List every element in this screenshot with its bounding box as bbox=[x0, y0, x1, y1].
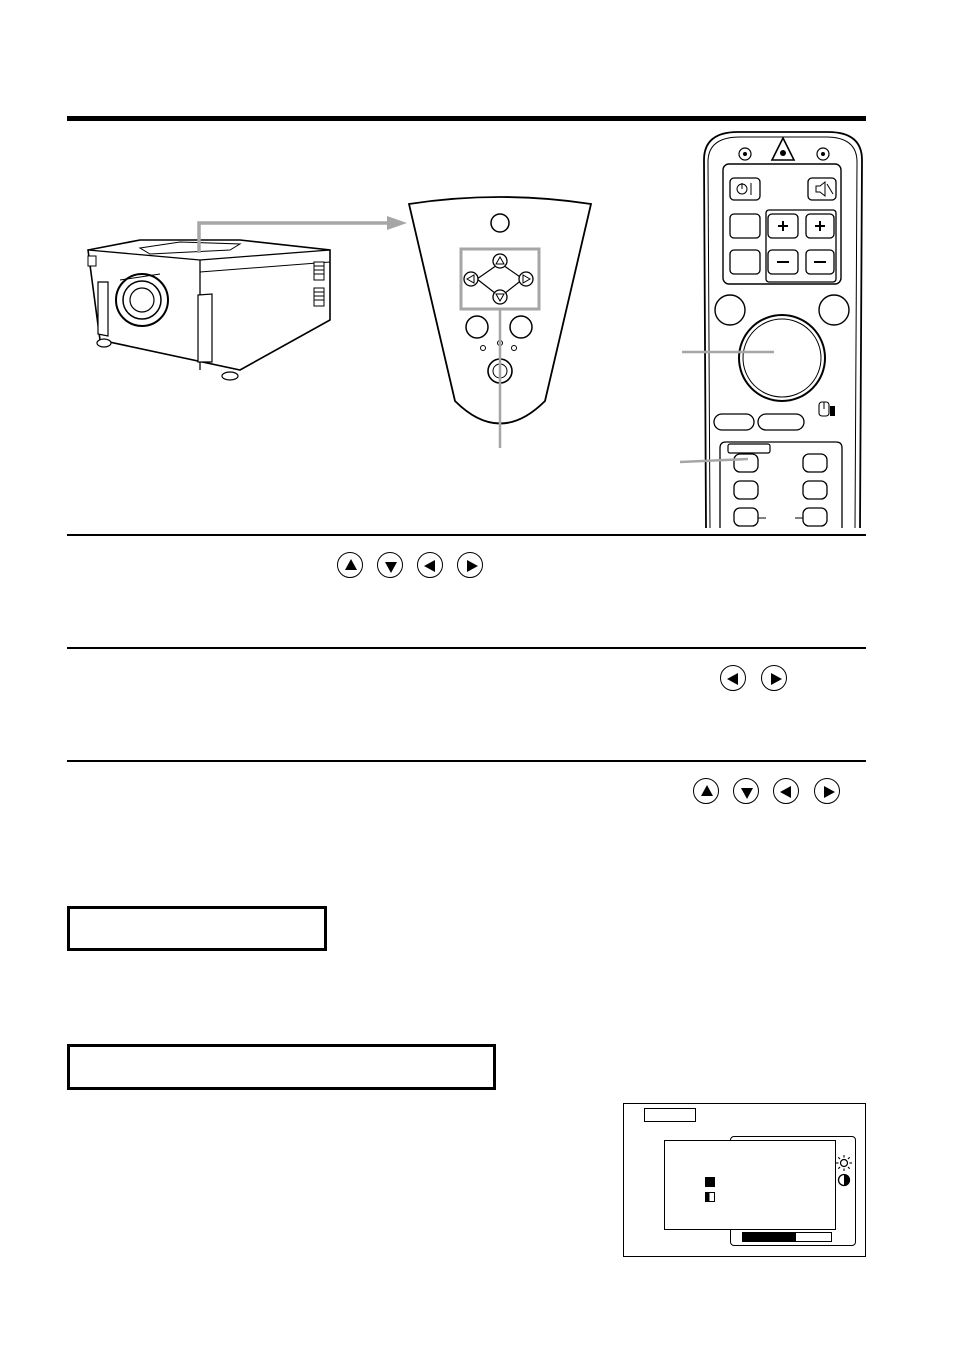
long-heading-box bbox=[67, 1044, 496, 1090]
left-arrow-icon bbox=[417, 552, 443, 578]
right-arrow-icon bbox=[814, 778, 840, 804]
down-arrow-icon bbox=[733, 778, 759, 804]
remote-control-illustration bbox=[678, 130, 868, 530]
osd-level-fill bbox=[743, 1233, 796, 1241]
pointer-arrow bbox=[195, 215, 410, 255]
right-arrow-icon bbox=[457, 552, 483, 578]
up-arrow-icon bbox=[693, 778, 719, 804]
short-heading-box bbox=[67, 906, 327, 951]
control-panel-illustration bbox=[405, 196, 595, 451]
section-rule-2 bbox=[67, 647, 866, 649]
adjust-arrow-buttons bbox=[720, 665, 790, 693]
left-arrow-icon bbox=[773, 778, 799, 804]
move-arrow-buttons bbox=[693, 778, 853, 806]
contrast-swatch-icon bbox=[705, 1192, 715, 1202]
contrast-icon bbox=[839, 1175, 850, 1186]
sun-icon bbox=[836, 1155, 852, 1171]
left-arrow-icon bbox=[720, 665, 746, 691]
down-arrow-icon bbox=[377, 552, 403, 578]
section-rule-3 bbox=[67, 760, 866, 762]
right-arrow-icon bbox=[761, 665, 787, 691]
brightness-swatch-icon bbox=[705, 1177, 715, 1187]
osd-menu-panel bbox=[664, 1140, 836, 1230]
osd-side-icons bbox=[835, 1154, 853, 1188]
osd-level-bar bbox=[742, 1232, 832, 1242]
top-rule bbox=[67, 116, 866, 121]
up-arrow-icon bbox=[337, 552, 363, 578]
osd-tab bbox=[644, 1108, 696, 1122]
section-rule-1 bbox=[67, 534, 866, 536]
select-arrow-buttons bbox=[337, 552, 497, 580]
osd-screen-illustration bbox=[623, 1103, 866, 1257]
